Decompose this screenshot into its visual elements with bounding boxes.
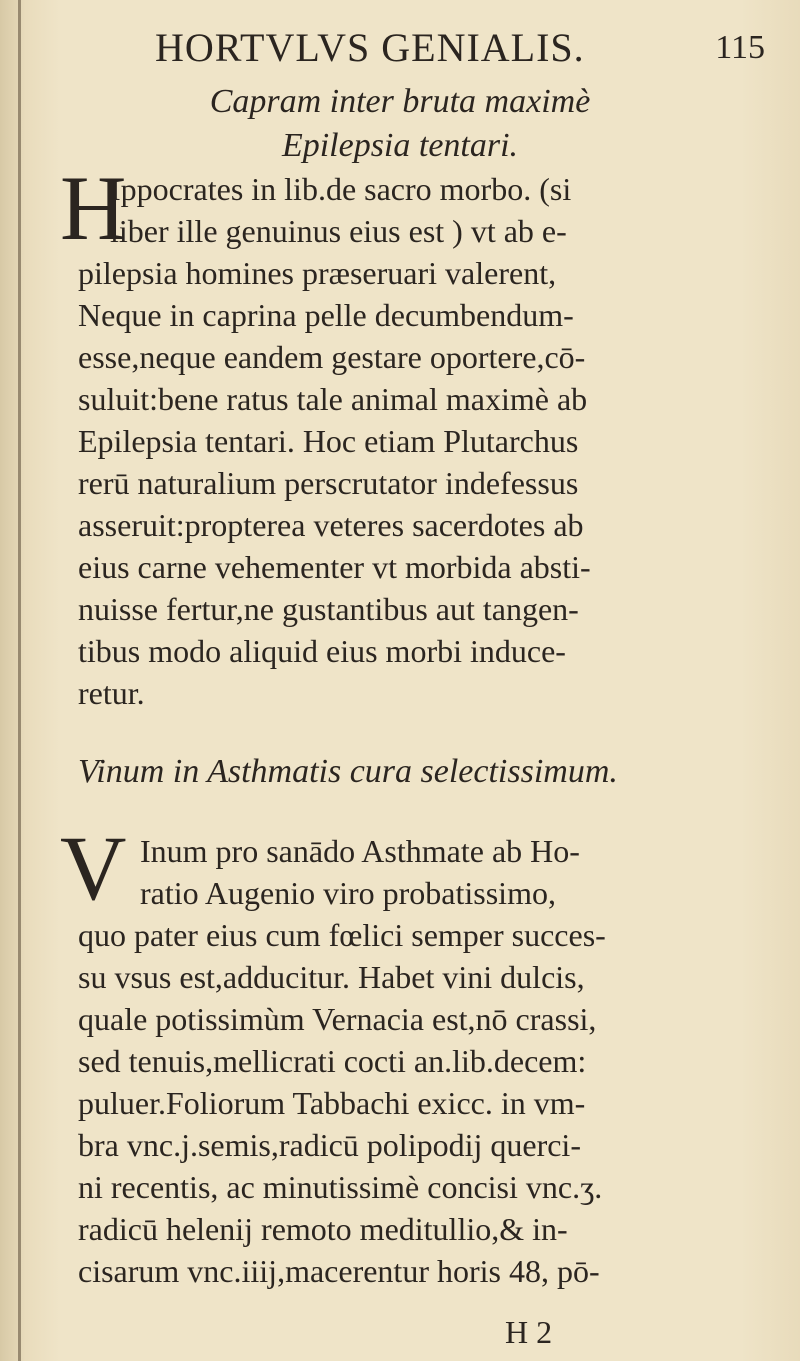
text-line: suluit:bene ratus tale animal maximè ab <box>78 381 588 417</box>
drop-cap-h: H <box>60 157 127 259</box>
text-line: Epilepsia tentari. Hoc etiam Plutarchus <box>78 423 579 459</box>
text-line: Neque in caprina pelle decumbendum- <box>78 297 574 333</box>
text-line: quale potissimùm Vernacia est,nō crassi, <box>78 1001 597 1037</box>
page-header <box>155 18 765 78</box>
text-line: retur. <box>78 675 145 711</box>
section-1-body <box>78 168 768 714</box>
page-gutter <box>18 0 21 1361</box>
text-line: nuisse fertur,ne gustantibus aut tangen- <box>78 591 579 627</box>
text-line: tibus modo aliquid eius morbi induce- <box>78 633 566 669</box>
text-line: puluer.Foliorum Tabbachi exicc. in vm- <box>78 1085 586 1121</box>
running-title: HORTVLVS GENIALIS. <box>155 25 585 70</box>
text-line: cisarum vnc.iiij,macerentur horis 48, pō- <box>78 1253 600 1289</box>
signature-mark: H 2 <box>505 1314 553 1350</box>
section-2-heading: Vinum in Asthmatis cura selectissimum. <box>78 753 618 790</box>
text-line: ni recentis, ac minutissimè concisi vnc.ʒ. <box>78 1169 603 1205</box>
text-line: rerū naturalium perscrutator indefessus <box>78 465 579 501</box>
text-line: Ippocrates in lib.de sacro morbo. (si <box>110 171 572 207</box>
text-line: radicū helenij remoto meditullio,& in- <box>78 1211 568 1247</box>
text-line: su vsus est,adducitur. Habet vini dulcis, <box>78 959 585 995</box>
text-line: pilepsia homines præseruari valerent, <box>78 255 557 291</box>
text-line: ratio Augenio viro probatissimo, <box>140 875 556 911</box>
text-line: Inum pro sanādo Asthmate ab Ho- <box>140 833 580 869</box>
text-line: eius carne vehementer vt morbida absti- <box>78 549 591 585</box>
text-line: sed tenuis,mellicrati cocti an.lib.decem: <box>78 1043 587 1079</box>
text-line: quo pater eius cum fœlici semper succes- <box>78 917 606 953</box>
section-2-body <box>78 830 768 1292</box>
text-line: liber ille genuinus eius est ) vt ab e- <box>110 213 567 249</box>
section-heading-line-2: Epilepsia tentari. <box>281 127 519 164</box>
section-heading-line-1: Capram inter bruta maximè <box>209 83 591 120</box>
text-line: asseruit:propterea veteres sacerdotes ab <box>78 507 584 543</box>
page-number: 115 <box>715 29 765 66</box>
text-line: bra vnc.j.semis,radicū polipodij querci- <box>78 1127 581 1163</box>
text-line: esse,neque eandem gestare oportere,cō- <box>78 339 586 375</box>
drop-cap-v: V <box>60 817 127 919</box>
